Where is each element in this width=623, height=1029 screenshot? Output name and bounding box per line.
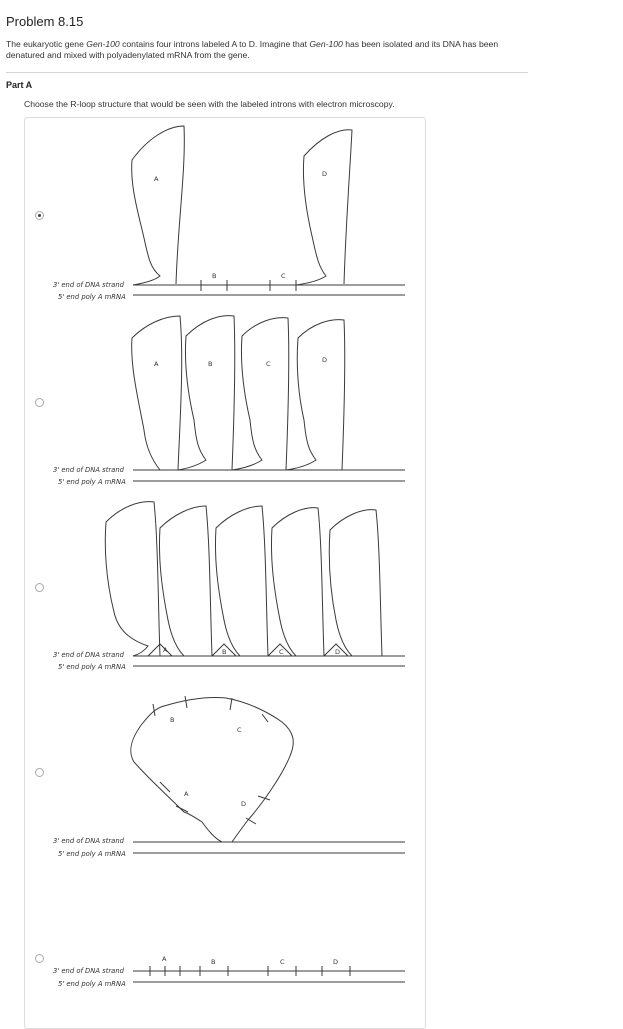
intron-c-label: C: [279, 648, 284, 656]
mrna-label: 5' end poly A mRNA: [58, 478, 126, 486]
intron-c-label: C: [266, 360, 271, 368]
intron-c-label: C: [237, 726, 242, 734]
intron-c-label: C: [280, 958, 285, 966]
intron-d-label: D: [322, 170, 328, 178]
intron-b-label: B: [208, 360, 213, 368]
dna-strand-label: 3' end of DNA strand: [53, 466, 124, 474]
intron-a-label: A: [162, 955, 167, 963]
problem-intro: The eukaryotic gene Gen-100 contains four introns labeled A to D. Imagine that Gen-100 has been isolated and its DNA has been denatured and mixed with polyadenylated mRNA from the gene.: [6, 39, 499, 60]
dna-strand-label: 3' end of DNA strand: [53, 837, 124, 845]
intron-b-label: B: [211, 958, 216, 966]
question-text: Choose the R-loop structure that would be seen with the labeled introns with electron microscopy.: [24, 99, 395, 109]
intron-c-label: C: [281, 272, 286, 280]
intron-b-label: B: [222, 648, 227, 656]
intron-a-label: A: [154, 360, 159, 368]
intron-b-label: B: [212, 272, 217, 280]
mrna-label: 5' end poly A mRNA: [58, 663, 126, 671]
intron-b-label: B: [170, 716, 175, 724]
gene-name-2: Gen-100: [309, 39, 343, 49]
part-label: Part A: [6, 80, 33, 90]
dna-strand-label: 3' end of DNA strand: [53, 281, 124, 289]
dna-strand-label: 3' end of DNA strand: [53, 651, 124, 659]
gene-name: Gen-100: [86, 39, 120, 49]
intron-a-label: A: [154, 175, 159, 183]
intron-d-label: D: [322, 356, 328, 364]
intron-d-label: D: [335, 648, 341, 656]
intron-d-label: D: [241, 800, 247, 808]
dna-strand-label: 3' end of DNA strand: [53, 967, 124, 975]
problem-title: Problem 8.15: [6, 14, 84, 29]
intron-d-label: D: [333, 958, 339, 966]
mrna-label: 5' end poly A mRNA: [58, 293, 126, 301]
intron-a-label: A: [184, 790, 189, 798]
intron-a-label: A: [163, 646, 168, 654]
mrna-label: 5' end poly A mRNA: [58, 980, 126, 988]
mrna-label: 5' end poly A mRNA: [58, 850, 126, 858]
